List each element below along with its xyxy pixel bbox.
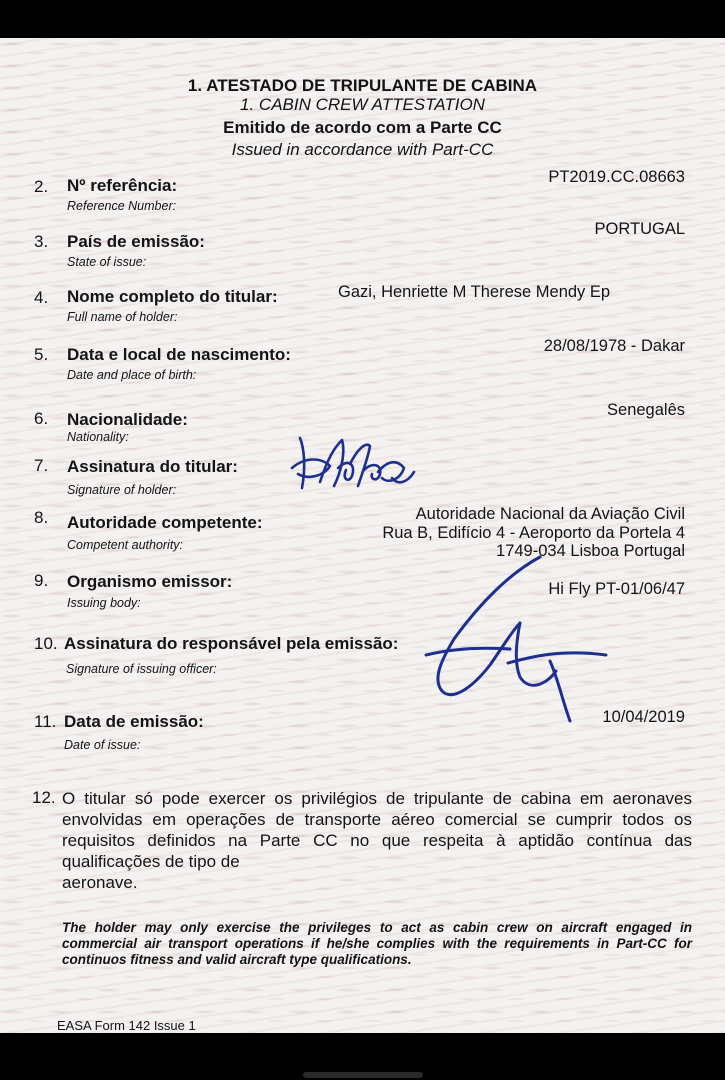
- field-number: 7.: [34, 456, 49, 475]
- authority-label-en: Competent authority:: [67, 538, 184, 552]
- state-label-en: State of issue:: [67, 255, 147, 269]
- issuing-body-label: Organismo emissor:: [67, 572, 233, 591]
- birth-value: 28/08/1978 - Dakar: [543, 337, 685, 355]
- officer-signature-label-en: Signature of issuing officer:: [66, 662, 217, 676]
- issuing-body-label-en: Issuing body:: [67, 596, 141, 610]
- authority-value-line2: Rua B, Edifício 4 - Aeroporto da Portela 4: [382, 524, 685, 542]
- holder-signature: [288, 428, 418, 498]
- clause-text-en: The holder may only exercise the privileges to act as cabin crew on aircraft engaged in commercial air transport operations if he/she complies with the requirements in Part-CC for continuos fitness and valid aircraft type qualifications.: [62, 920, 692, 967]
- issuing-body-value: Hi Fly PT-01/06/47: [548, 580, 685, 598]
- holder-name-label: Nome completo do titular:: [67, 287, 278, 306]
- field-number: 3.: [34, 232, 49, 251]
- nationality-value: Senegalês: [607, 401, 685, 419]
- title-en: 1. CABIN CREW ATTESTATION: [240, 95, 485, 114]
- birth-label-en: Date and place of birth:: [67, 368, 197, 382]
- officer-signature-label: Assinatura do responsável pela emissão:: [64, 634, 399, 653]
- field-number: 9.: [34, 571, 49, 590]
- issue-date-value: 10/04/2019: [602, 708, 685, 726]
- issue-date-label: Data de emissão:: [64, 712, 204, 731]
- officer-signature: [420, 553, 620, 723]
- reference-label-en: Reference Number:: [67, 199, 177, 213]
- field-number: 11.: [34, 712, 57, 731]
- holder-signature-label-en: Signature of holder:: [67, 483, 177, 497]
- clause-text-pt-last: aeronave.: [62, 873, 138, 892]
- field-number: 6.: [34, 409, 49, 428]
- attestation-document: [0, 38, 725, 1033]
- authority-value-line3: 1749-034 Lisboa Portugal: [496, 542, 685, 560]
- issue-date-label-en: Date of issue:: [64, 738, 141, 752]
- field-number: 8.: [34, 508, 49, 527]
- holder-name-value: Gazi, Henriette M Therese Mendy Ep: [338, 283, 611, 301]
- issued-en: Issued in accordance with Part-CC: [231, 140, 494, 159]
- holder-name-label-en: Full name of holder:: [67, 310, 178, 324]
- form-identifier: EASA Form 142 Issue 1: [57, 1018, 196, 1033]
- clause-text-pt: [62, 788, 692, 893]
- field-number: 2.: [34, 177, 49, 196]
- issued-pt: Emitido de acordo com a Parte CC: [223, 118, 502, 137]
- field-number: 5.: [34, 345, 49, 364]
- state-value: PORTUGAL: [594, 220, 685, 238]
- title-pt: 1. ATESTADO DE TRIPULANTE DE CABINA: [187, 76, 538, 95]
- home-indicator[interactable]: [303, 1072, 423, 1078]
- birth-label: Data e local de nascimento:: [67, 345, 291, 364]
- field-number: 4.: [34, 288, 49, 307]
- authority-value-line1: Autoridade Nacional da Aviação Civil: [415, 505, 685, 523]
- nationality-label: Nacionalidade:: [67, 410, 188, 429]
- state-label: País de emissão:: [67, 232, 205, 251]
- holder-signature-label: Assinatura do titular:: [67, 457, 238, 476]
- clause-text-pt-body: O titular só pode exercer os privilégios de tripulante de cabina em aeronaves envolvidas em operações de transporte aéreo comercial se cumprir todos os requisitos definidos na Parte CC no que respeita à aptidão contínua das qualificações de tipo de: [62, 789, 692, 871]
- reference-value: PT2019.CC.08663: [548, 168, 685, 186]
- field-number: 10.: [34, 634, 58, 653]
- authority-label: Autoridade competente:: [67, 513, 263, 532]
- reference-label: Nº referência:: [67, 176, 178, 195]
- nationality-label-en: Nationality:: [67, 430, 129, 444]
- clause-number: 12.: [32, 788, 56, 807]
